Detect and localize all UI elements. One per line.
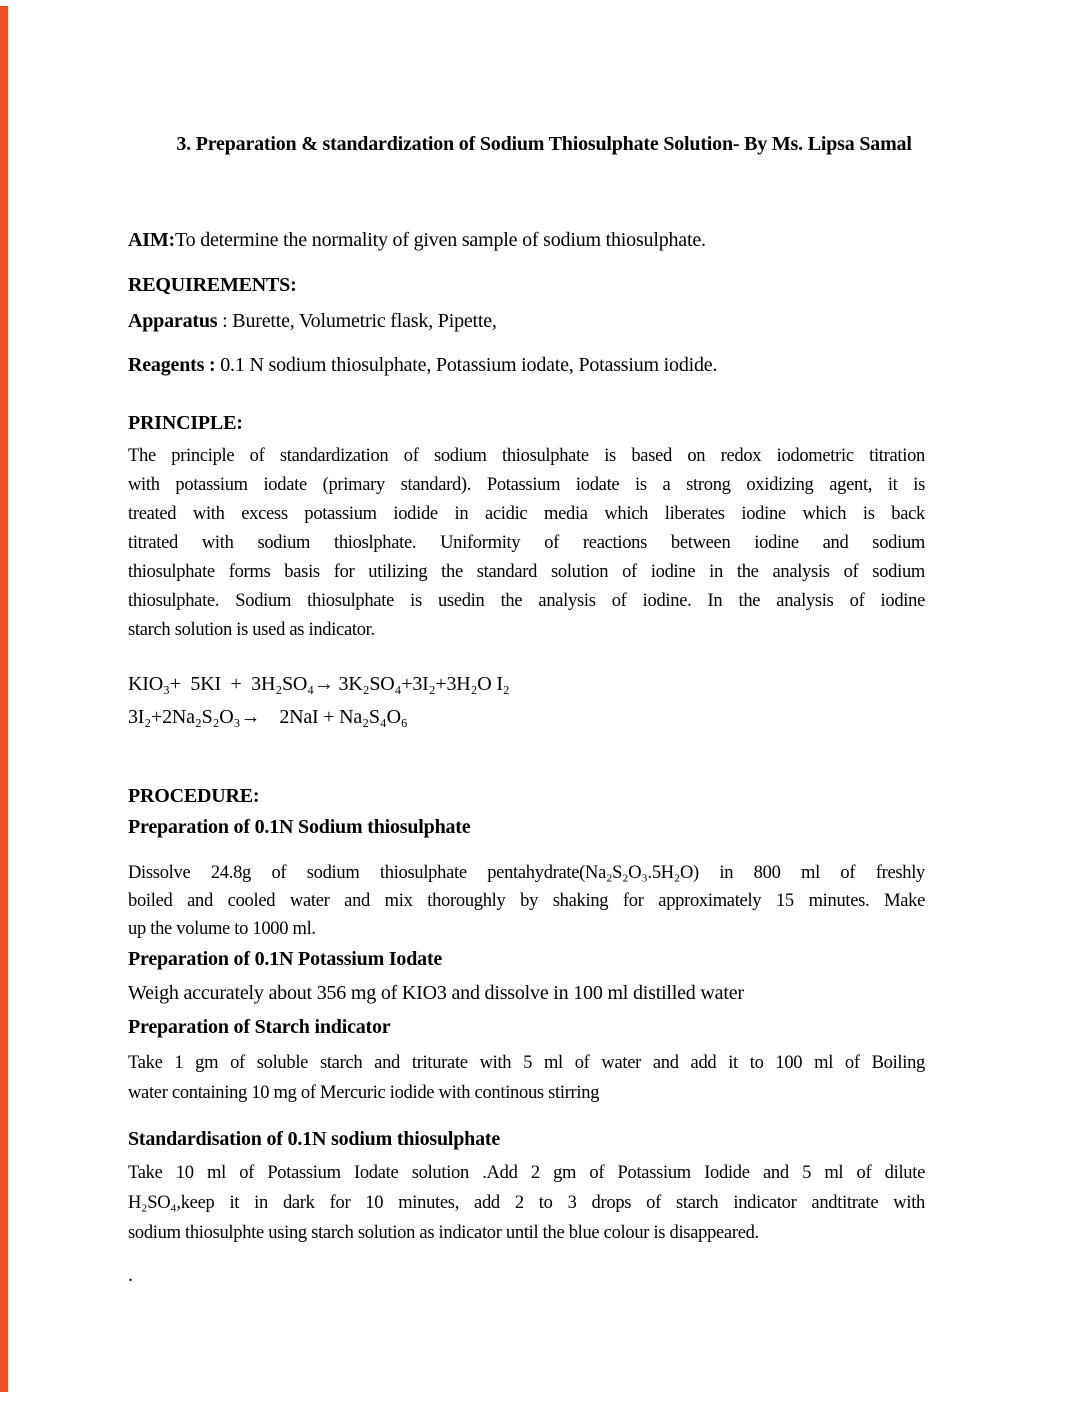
prep-sodium-line: boiled and cooled water and mix thoroughly by shaking for approximately 15 minutes. Make <box>128 891 925 911</box>
aim-text: To determine the normality of given sample of sodium thiosulphate. <box>174 229 706 251</box>
prep-starch-paragraph <box>128 1048 925 1108</box>
standardisation-line: H₂SO₄,keep it in dark for 10 minutes, add 2 to 3 drops of starch indicator andtitrate with <box>128 1193 925 1213</box>
reagents-line <box>128 352 925 379</box>
aim-line <box>128 227 925 254</box>
principle-line: titrated with sodium thioslphate. Uniformity of reactions between iodine and sodium <box>128 533 925 553</box>
reagents-label: Reagents : <box>128 354 216 376</box>
standardisation-line: Take 10 ml of Potassium Iodate solution .Add 2 gm of Potassium Iodide and 5 ml of dilute <box>128 1163 925 1183</box>
prep-starch-heading: Preparation of Starch indicator <box>128 1016 391 1038</box>
principle-line: thiosulphate forms basis for utilizing the standard solution of iodine in the analysis of sodium <box>128 562 925 582</box>
principle-line: The principle of standardization of sodium thiosulphate is based on redox iodometric titration <box>128 446 925 466</box>
standardisation-line: sodium thiosulphte using starch solution as indicator until the blue colour is disappeared. <box>128 1223 759 1243</box>
left-margin-stripe <box>0 6 8 1392</box>
apparatus-text: : Burette, Volumetric flask, Pipette, <box>217 310 497 332</box>
reaction-equations <box>128 668 925 734</box>
document-title: 3. Preparation & standardization of Sodium Thiosulphate Solution- By Ms. Lipsa Samal <box>176 133 912 155</box>
prep-iodate-heading: Preparation of 0.1N Potassium Iodate <box>128 948 443 970</box>
principle-line: thiosulphate. Sodium thiosulphate is usedin the analysis of iodine. In the analysis of iodine <box>128 591 925 611</box>
procedure-heading: PROCEDURE: <box>128 785 260 807</box>
prep-sodium-line: up the volume to 1000 ml. <box>128 919 316 939</box>
apparatus-label: Apparatus <box>128 310 218 332</box>
apparatus-line <box>128 308 925 335</box>
principle-line: treated with excess potassium iodide in acidic media which liberates iodine which is back <box>128 504 925 524</box>
requirements-heading: REQUIREMENTS: <box>128 274 297 296</box>
reagents-text: 0.1 N sodium thiosulphate, Potassium iodate, Potassium iodide. <box>215 354 718 376</box>
prep-sodium-line: Dissolve 24.8g of sodium thiosulphate pentahydrate(Na₂S₂O₃.5H₂O) in 800 ml of freshly <box>128 863 925 883</box>
standardisation-paragraph <box>128 1158 925 1248</box>
trailing-period: . <box>128 1264 133 1286</box>
document-body <box>128 0 925 1289</box>
principle-line: starch solution is used as indicator. <box>128 620 375 640</box>
equation-1: KIO₃+ 5KI + 3H₂SO₄→ 3K₂SO₄+3I₂+3H₂O I₂ <box>128 673 510 695</box>
principle-line: with potassium iodate (primary standard). Potassium iodate is a strong oxidizing agent, it is <box>128 475 925 495</box>
equation-2: 3I₂+2Na₂S₂O₃→ 2NaI + Na₂S₄O₆ <box>128 706 408 728</box>
prep-iodate-text: Weigh accurately about 356 mg of KIO3 and dissolve in 100 ml distilled water <box>128 982 744 1004</box>
principle-heading: PRINCIPLE: <box>128 412 243 434</box>
prep-starch-line: water containing 10 mg of Mercuric iodide with continous stirring <box>128 1083 600 1103</box>
prep-sodium-paragraph <box>128 859 925 943</box>
standardisation-heading: Standardisation of 0.1N sodium thiosulphate <box>128 1128 501 1150</box>
principle-paragraph <box>128 442 925 645</box>
prep-sodium-heading: Preparation of 0.1N Sodium thiosulphate <box>128 816 471 838</box>
prep-starch-line: Take 1 gm of soluble starch and triturate with 5 ml of water and add it to 100 ml of Boiling <box>128 1053 925 1073</box>
aim-label: AIM: <box>128 229 175 251</box>
